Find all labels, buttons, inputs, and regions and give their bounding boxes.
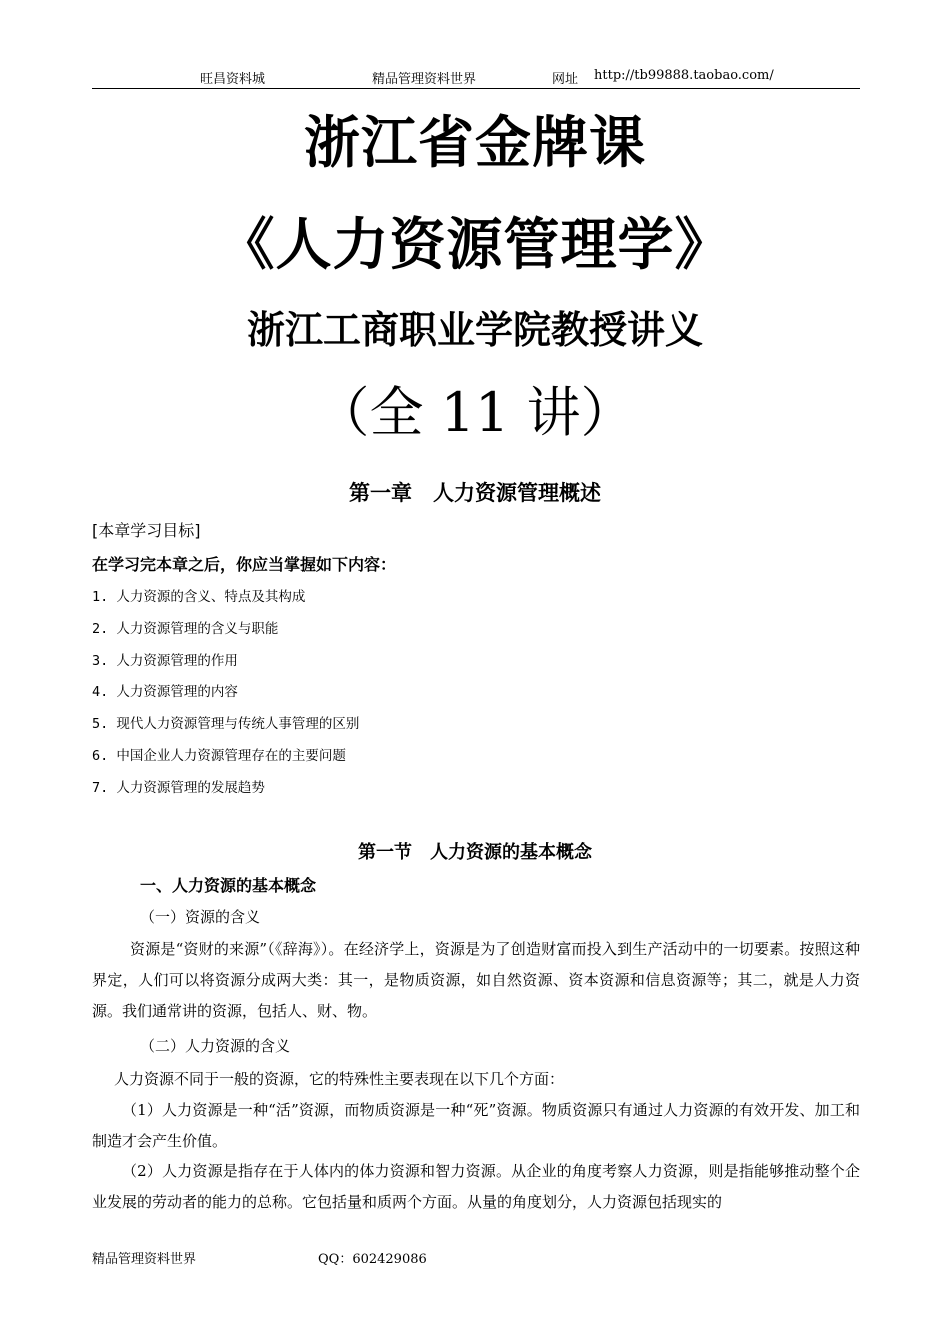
- header-divider: [92, 88, 860, 89]
- footer-qq: QQ：602429086: [318, 1252, 427, 1267]
- header-shop-name: 旺昌资料城: [200, 72, 266, 87]
- goals-intro: 在学习完本章之后，你应当掌握如下内容：: [92, 555, 397, 574]
- header-site-name: 精品管理资料世界: [372, 72, 477, 87]
- title-line-1: 浙江省金牌课: [304, 110, 646, 176]
- page-header: [92, 68, 858, 86]
- section-heading: 第一节 人力资源的基本概念: [358, 842, 592, 863]
- list-item: 4. 人力资源管理的内容: [92, 684, 238, 701]
- paragraph-hr-point-2: （2）人力资源是指存在于人体内的体力资源和智力资源。从企业的角度考察人力资源，则是指能够推动整个企业发展的劳动者的能力的总称。它包括量和质两个方面。从量的角度划分，人力资源包括现实的: [92, 1162, 860, 1211]
- list-item: 6. 中国企业人力资源管理存在的主要问题: [92, 747, 346, 764]
- title-line-2: 《人力资源管理学》: [218, 212, 732, 278]
- subsection-human-resource-meaning: （二）人力资源的含义: [140, 1037, 291, 1055]
- paragraph-resource-definition: 资源是“资财的来源”（《辞海》）。在经济学上，资源是为了创造财富而投入到生产活动中的一切要素。按照这种界定，人们可以将资源分成两大类：其一，是物质资源，如自然资源、资本资源和信息资源等；其二，就是人力资源。我们通常讲的资源，包括人、财、物。: [92, 940, 860, 1020]
- footer-site-name: 精品管理资料世界: [92, 1252, 197, 1267]
- title-line-4: （全 11 讲）: [315, 381, 635, 444]
- header-url-label: 网址: [552, 72, 579, 87]
- chapter-heading: 第一章 人力资源管理概述: [349, 481, 601, 505]
- subsection-heading: 一、人力资源的基本概念: [140, 876, 317, 895]
- list-item: 2. 人力资源管理的含义与职能: [92, 620, 279, 637]
- list-item: 3. 人力资源管理的作用: [92, 652, 238, 669]
- subsection-resource-meaning: （一）资源的含义: [140, 908, 261, 926]
- goals-label: [本章学习目标]: [92, 521, 201, 540]
- header-url-link[interactable]: http://tb99888.taobao.com/: [594, 68, 774, 83]
- list-item: 5. 现代人力资源管理与传统人事管理的区别: [92, 716, 360, 733]
- paragraph-hr-point-1: （1）人力资源是一种“活”资源，而物质资源是一种“死”资源。物质资源只有通过人力资源的有效开发、加工和制造才会产生价值。: [92, 1101, 860, 1150]
- list-item: 1. 人力资源的含义、特点及其构成: [92, 589, 306, 605]
- goal-list: [92, 585, 852, 808]
- list-item: 7. 人力资源管理的发展趋势: [92, 779, 265, 796]
- paragraph-hr-intro: 人力资源不同于一般的资源，它的特殊性主要表现在以下几个方面：: [114, 1070, 565, 1088]
- title-line-3: 浙江工商职业学院教授讲义: [246, 307, 703, 352]
